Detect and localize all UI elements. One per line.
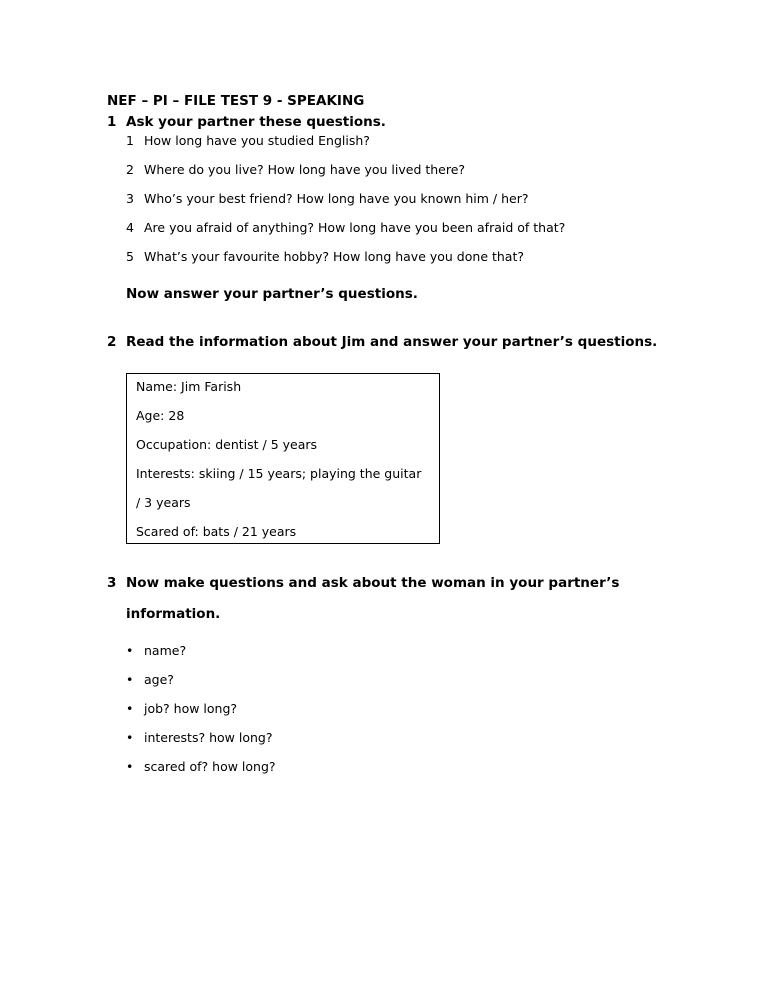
list-item-interests: interests? how long? [144, 730, 273, 745]
jim-info-box [126, 373, 440, 544]
question-number-4: 4 [126, 220, 134, 235]
section3-number: 3 [107, 575, 117, 591]
question-text-3: Who’s your best friend? How long have you known him / her? [144, 191, 529, 206]
info-scared-of: Scared of: bats / 21 years [136, 524, 297, 539]
page-title: NEF – PI – FILE TEST 9 - SPEAKING [107, 93, 365, 109]
section3-heading-line1: Now make questions and ask about the woman in your partner’s [126, 575, 620, 591]
question-text-2: Where do you live? How long have you lived there? [144, 162, 466, 177]
question-number-5: 5 [126, 249, 134, 264]
bullet-icon: • [126, 672, 134, 687]
bullet-icon: • [126, 730, 134, 745]
question-text-5: What’s your favourite hobby? How long have you done that? [144, 249, 524, 264]
bullet-icon: • [126, 643, 134, 658]
list-item-age: age? [144, 672, 174, 687]
list-item-job: job? how long? [144, 701, 238, 716]
question-number-2: 2 [126, 162, 134, 177]
section3-heading-line2: information. [126, 606, 221, 622]
info-name: Name: Jim Farish [136, 379, 242, 394]
bullet-icon: • [126, 759, 134, 774]
info-interests: Interests: skiing / 15 years; playing the guitar [136, 466, 422, 481]
question-text-4: Are you afraid of anything? How long have you been afraid of that? [144, 220, 566, 235]
question-text-1: How long have you studied English? [144, 133, 370, 148]
question-number-1: 1 [126, 133, 134, 148]
info-occupation: Occupation: dentist / 5 years [136, 437, 318, 452]
info-age: Age: 28 [136, 408, 185, 423]
section1-heading: Ask your partner these questions. [126, 114, 386, 130]
bullet-icon: • [126, 701, 134, 716]
section2-number: 2 [107, 334, 117, 350]
section2-heading: Read the information about Jim and answer your partner’s questions. [126, 334, 658, 350]
list-item-name: name? [144, 643, 187, 658]
info-interests-cont: / 3 years [136, 495, 191, 510]
list-item-scared-of: scared of? how long? [144, 759, 276, 774]
section1-instruction: Now answer your partner’s questions. [126, 286, 418, 302]
section1-number: 1 [107, 114, 117, 130]
question-number-3: 3 [126, 191, 134, 206]
